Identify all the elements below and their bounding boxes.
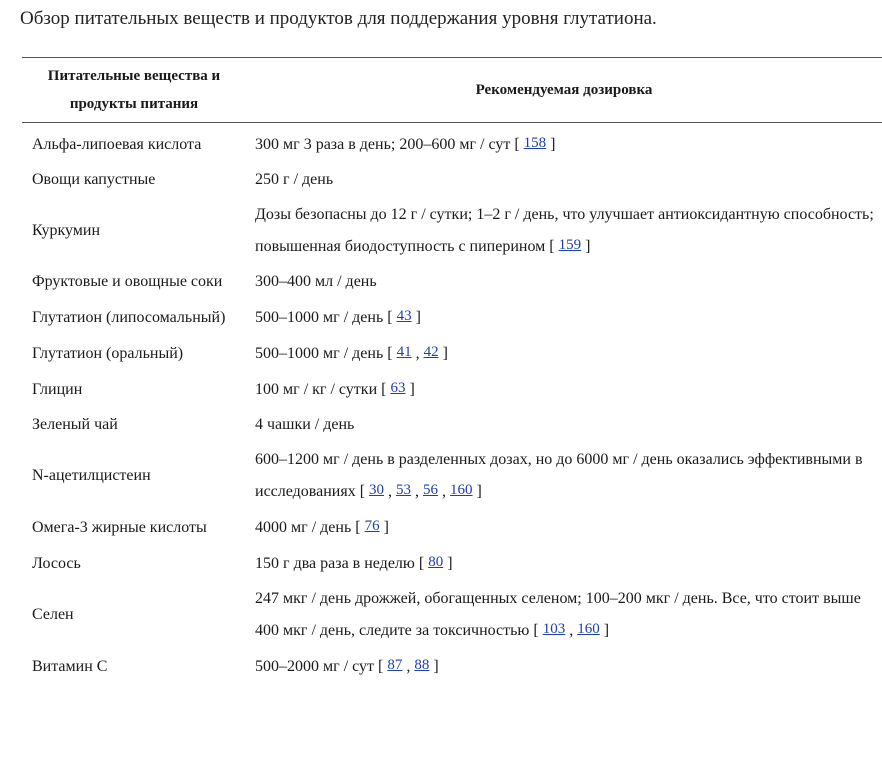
nutrient-name: Омега-3 жирные кислоты <box>32 518 207 536</box>
dosage-text: Дозы безопасны до 12 г / сутки; 1–2 г / день, что улучшает антиоксидантную способность; повышенная биодоступность с пиперином <box>255 206 874 255</box>
reference-bracket-close: ] <box>443 555 453 572</box>
reference-bracket-close: ] <box>429 658 439 675</box>
reference-bracket-close: ] <box>379 519 389 536</box>
nutrient-name: Зеленый чай <box>32 416 118 433</box>
header-nutrient: Питательные вещества и продукты питания <box>22 58 246 123</box>
table-row <box>22 509 882 545</box>
reference-link[interactable]: 53 <box>396 482 412 498</box>
reference-separator: , <box>411 345 424 362</box>
reference-separator: , <box>438 483 451 500</box>
dosage-cell <box>246 162 882 197</box>
table-row <box>22 648 882 684</box>
dosage-text: 100 мг / кг / сутки <box>255 381 378 398</box>
nutrient-name: Куркумин <box>32 222 101 239</box>
dosage-cell <box>246 442 882 509</box>
nutrient-name: Глутатион (оральный) <box>32 344 184 362</box>
nutrient-name: Альфа-липоевая кислота <box>32 135 202 153</box>
table-row <box>22 581 882 648</box>
reference-bracket-open: [ <box>351 519 365 536</box>
dosage-cell <box>246 371 882 407</box>
reference-link[interactable]: 30 <box>369 482 385 498</box>
dosage-text: 300 мг 3 раза в день; 200–600 мг / сут <box>255 136 511 153</box>
table-row <box>22 335 882 371</box>
nutrient-name: Фруктовые и овощные соки <box>32 273 223 290</box>
reference-separator: , <box>411 483 424 500</box>
table-row <box>22 162 882 197</box>
reference-bracket-open: [ <box>383 345 397 362</box>
nutrient-name: Лосось <box>32 554 81 572</box>
reference-link[interactable]: 41 <box>396 344 412 360</box>
table-body <box>22 123 882 685</box>
reference-link[interactable]: 80 <box>428 554 444 570</box>
nutrient-name: Селен <box>32 606 74 623</box>
table-row <box>22 197 882 264</box>
dosage-cell <box>246 581 882 648</box>
table-row <box>22 407 882 442</box>
reference-bracket-open: [ <box>510 136 524 153</box>
reference-link[interactable]: 43 <box>396 308 412 324</box>
header-row <box>22 58 882 123</box>
nutrient-name: Овощи капустные <box>32 171 156 188</box>
reference-link[interactable]: 159 <box>558 237 582 253</box>
dosage-text: 600–1200 мг / день в разделенных дозах, но до 6000 мг / день оказались эффективными в исследованиях <box>255 451 863 500</box>
dosage-text: 300–400 мл / день <box>255 273 377 290</box>
nutrient-name: Витамин С <box>32 657 108 675</box>
dosage-cell <box>246 299 882 335</box>
reference-bracket-open: [ <box>414 555 429 572</box>
table-row <box>22 299 882 335</box>
reference-link[interactable]: 158 <box>523 135 547 151</box>
nutrient-name: Глутатион (липосомальный) <box>32 308 226 326</box>
dosage-cell <box>246 545 882 581</box>
table-row <box>22 442 882 509</box>
table-row <box>22 123 882 163</box>
dosage-text: 500–1000 мг / день <box>255 309 384 326</box>
reference-link[interactable]: 160 <box>577 621 600 637</box>
dosage-cell <box>246 407 882 442</box>
reference-link[interactable]: 42 <box>423 344 439 360</box>
reference-bracket-close: ] <box>405 381 415 398</box>
dosage-cell <box>246 648 882 684</box>
reference-separator: , <box>402 658 415 675</box>
reference-bracket-close: ] <box>581 238 591 255</box>
dosage-text: 500–2000 мг / сут <box>255 658 375 675</box>
dosage-cell <box>246 335 882 371</box>
reference-bracket-open: [ <box>545 238 559 255</box>
dosage-text: 250 г / день <box>255 171 334 188</box>
reference-separator: , <box>384 483 397 500</box>
dosage-cell <box>246 264 882 299</box>
dosage-cell <box>246 509 882 545</box>
reference-link[interactable]: 87 <box>387 657 403 673</box>
reference-bracket-open: [ <box>355 483 370 500</box>
reference-bracket-open: [ <box>529 622 543 639</box>
reference-bracket-close: ] <box>546 136 556 153</box>
nutrients-table <box>22 57 882 684</box>
reference-bracket-close: ] <box>411 309 421 326</box>
reference-link[interactable]: 88 <box>414 657 430 673</box>
table-caption: Обзор питательных веществ и продуктов для поддержания уровня глутатиона. <box>20 8 657 29</box>
dosage-text: 4 чашки / день <box>255 416 355 433</box>
table-row <box>22 545 882 581</box>
nutrient-name: N-ацетилцистеин <box>32 467 151 484</box>
reference-separator: , <box>565 622 578 639</box>
dosage-text: 500–1000 мг / день <box>255 345 384 362</box>
header-dosage: Рекомендуемая дозировка <box>246 58 882 123</box>
table-row <box>22 264 882 299</box>
reference-link[interactable]: 103 <box>542 621 566 637</box>
reference-link[interactable]: 160 <box>450 482 473 498</box>
dosage-cell <box>246 123 882 163</box>
dosage-cell <box>246 197 882 264</box>
dosage-text: 150 г два раза в неделю <box>255 555 415 572</box>
dosage-text: 4000 мг / день <box>255 519 352 536</box>
reference-bracket-open: [ <box>383 309 397 326</box>
reference-link[interactable]: 63 <box>390 380 406 396</box>
reference-link[interactable]: 76 <box>364 518 380 534</box>
reference-bracket-open: [ <box>374 658 388 675</box>
table-row <box>22 371 882 407</box>
reference-bracket-close: ] <box>599 622 610 639</box>
dosage-text: 247 мкг / день дрожжей, обогащенных селеном; 100–200 мкг / день. Все, что стоит выше 400 мкг / день, следите за токсичностью <box>255 590 861 639</box>
nutrient-name: Глицин <box>32 380 83 398</box>
reference-link[interactable]: 56 <box>423 482 439 498</box>
reference-bracket-close: ] <box>438 345 448 362</box>
reference-bracket-close: ] <box>472 483 482 500</box>
reference-bracket-open: [ <box>377 381 391 398</box>
